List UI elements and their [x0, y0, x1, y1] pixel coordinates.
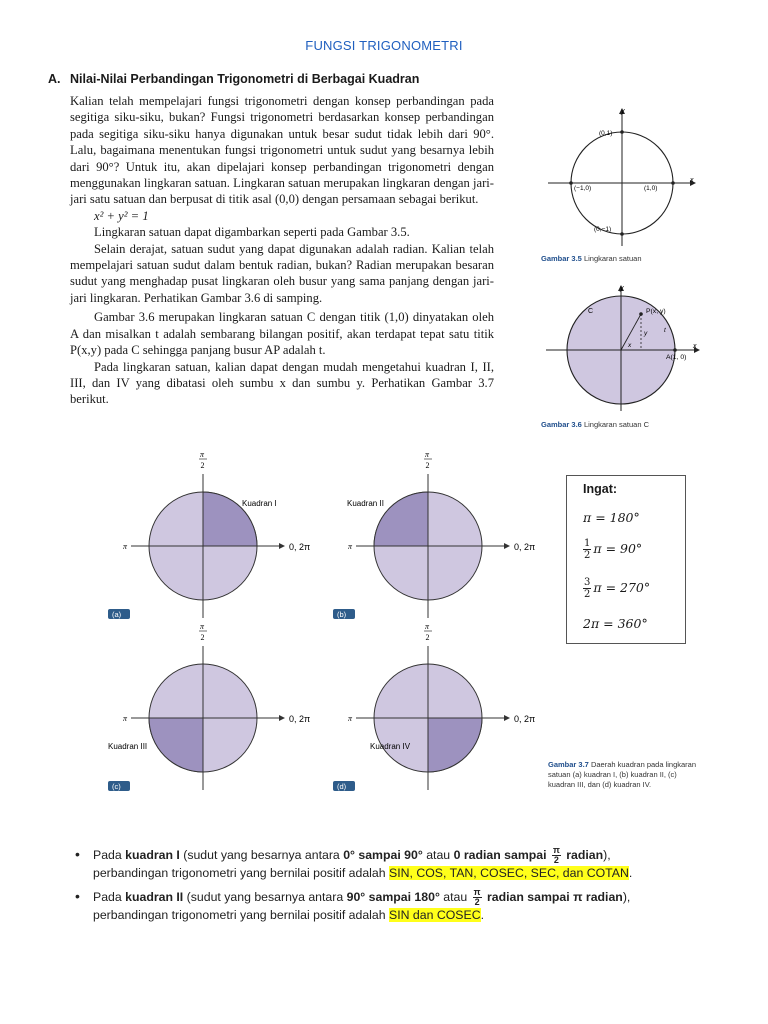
point-right	[671, 181, 675, 185]
page-title: FUNGSI TRIGONOMETRI	[305, 38, 463, 53]
label-half-pi-num: π	[200, 450, 205, 459]
point-p	[639, 312, 643, 316]
label-pi: π	[123, 714, 128, 723]
reminder-heading: Ingat:	[583, 482, 618, 496]
label-top: (0,1)	[599, 130, 613, 137]
label-bottom: (0,−1)	[594, 226, 612, 233]
label-zero-two-pi: 0, 2π	[289, 542, 310, 552]
x-label: x	[690, 177, 694, 184]
unit-circle-equation: x² + y² = 1	[94, 208, 149, 223]
point-p-label: P(x, y)	[646, 308, 666, 315]
reminder-half-pi: $\frac{1}{2}$ π = 90°	[584, 538, 643, 561]
paragraph-4: Gambar 3.6 merupakan lingkaran satuan C dengan titik (1,0) dinyatakan oleh A dan misalkan t adalah sembarang bilangan positif, akan terdapat tepat satu titik P(x,y) pada C sehingga panjang busur AP adalah t.	[70, 310, 494, 358]
x-label: x	[693, 343, 697, 350]
bullet-quadrant-1: • Pada kuadran I (sudut yang besarnya antara 0° sampai 90° atau 0 radian sampai $\frac{\pi}{2}$ radian), perbandingan trigonometri yang bernilai positif adalah SIN, COS, TAN, COSEC, SEC, dan COTAN.	[75, 845, 633, 880]
paragraph-1: Kalian telah mempelajari fungsi trigonometri dengan konsep perbandingan pada segitiga siku-siku, bukan? Fungsi trigonometri berdasarkan konsep perbandingan pada segitiga siku-siku hanya digunakan untuk besar sudut tidak lebih dari 90°. Lalu, bagaimana menentukan fungsi trigonometri untuk sudut yang besarnya lebih dari 90°? Untuk itu, akan dipelajari konsep perbandingan trigonometri dengan menggunakan lingkaran satuan. Lingkaran satuan merupakan lingkaran dengan jari-jari satu satuan dan berpusat di titik asal (0,0) dengan persamaan sebagai berikut.	[70, 94, 494, 207]
quadrant-diagram-a	[100, 448, 310, 620]
paragraph-2: Lingkaran satuan dapat digambarkan seperti pada Gambar 3.5.	[94, 225, 410, 240]
paragraph-5: Pada lingkaran satuan, kalian dapat dengan mudah mengetahui kuadran I, II, III, dan IV yang dibatasi oleh sumbu x dan sumbu y. Perhatikan Gambar 3.7 berikut.	[70, 359, 494, 407]
arc-label: t	[664, 327, 666, 334]
figure-3-5-unit-circle	[540, 100, 710, 250]
x-axis-arrow	[279, 715, 285, 721]
reminder-box	[566, 475, 686, 644]
quadrant-label: Kuadran I	[242, 499, 277, 508]
y-length-label: y	[644, 330, 648, 337]
section-number: A.	[48, 72, 61, 86]
section-title: Nilai-Nilai Perbandingan Trigonometri di Berbagai Kuadran	[70, 72, 420, 86]
label-pi: π	[348, 714, 353, 723]
point-bottom	[620, 232, 624, 236]
label-half-pi-num: π	[425, 622, 430, 631]
label-left: (−1,0)	[574, 185, 592, 192]
figure-3-6-unit-circle-c	[540, 285, 710, 415]
y-label: y	[621, 108, 625, 115]
bullet-dot: •	[75, 888, 80, 904]
x-length-label: x	[628, 342, 632, 349]
circle-label: C	[588, 308, 594, 315]
reminder-three-halves-pi: $\frac{3}{2}$ π = 270°	[584, 577, 651, 600]
x-axis-arrow	[279, 543, 285, 549]
point-a-label: A(1, 0)	[666, 354, 687, 361]
point-left	[569, 181, 573, 185]
label-half-pi-den: 2	[425, 633, 430, 642]
figure-3-6-caption: Gambar 3.6 Lingkaran satuan C	[541, 420, 649, 429]
point-a	[673, 348, 677, 352]
label-half-pi-den: 2	[425, 461, 430, 470]
positive-functions-q1: SIN, COS, TAN, COSEC, SEC, dan COTAN	[389, 866, 629, 880]
label-pi: π	[123, 542, 128, 551]
quadrant-label: Kuadran IV	[370, 742, 411, 751]
y-label: y	[620, 285, 624, 292]
shaded-quadrant	[428, 718, 482, 772]
figure-tag: (c)	[112, 782, 121, 791]
label-pi: π	[348, 542, 353, 551]
body-text	[70, 93, 494, 408]
label-zero-two-pi: 0, 2π	[289, 714, 310, 724]
figure-tag: (d)	[337, 782, 347, 791]
quadrant-label: Kuadran II	[347, 499, 384, 508]
figure-tag: (b)	[337, 610, 347, 619]
figure-3-5-caption: Gambar 3.5 Lingkaran satuan	[541, 254, 642, 263]
label-zero-two-pi: 0, 2π	[514, 542, 535, 552]
label-half-pi-den: 2	[200, 633, 205, 642]
bullet-list	[73, 846, 673, 930]
label-zero-two-pi: 0, 2π	[514, 714, 535, 724]
bullet-quadrant-2: • Pada kuadran II (sudut yang besarnya antara 90° sampai 180° atau $\frac{\pi}{2}$ radian sampai π radian), perbandingan trigonometri yang bernilai positif adalah SIN dan COSEC.	[75, 887, 631, 922]
shaded-quadrant	[149, 718, 203, 772]
quadrant-diagram-c	[100, 620, 310, 792]
label-half-pi-num: π	[200, 622, 205, 631]
x-axis-arrow	[504, 543, 510, 549]
quadrant-label: Kuadran III	[108, 742, 148, 751]
reminder-pi-180: π = 180°	[583, 510, 640, 525]
section-heading	[48, 72, 419, 86]
quadrant-diagram-d	[325, 620, 535, 792]
paragraph-3: Selain derajat, satuan sudut yang dapat digunakan adalah radian. Kalian telah mempelajari satuan sudut dalam bentuk radian, bukan? Radian merupakan besaran sudut yang menghadap pusat lingkaran oleh busur yang sama panjang dengan jari-jari lingkaran. Perhatikan Gambar 3.6 di samping.	[70, 241, 494, 305]
label-half-pi-den: 2	[200, 461, 205, 470]
point-top	[620, 130, 624, 134]
label-half-pi-num: π	[425, 450, 430, 459]
x-axis-arrow	[504, 715, 510, 721]
figure-tag: (a)	[112, 610, 122, 619]
quadrant-diagram-b	[325, 448, 535, 620]
label-right: (1,0)	[644, 185, 658, 192]
bullet-dot: •	[75, 846, 80, 862]
figure-3-7-caption: Gambar 3.7 Daerah kuadran pada lingkaran satuan (a) kuadran I, (b) kuadran II, (c) kuadran III, dan (d) kuadran IV.	[548, 760, 697, 789]
reminder-two-pi: 2π = 360°	[583, 616, 648, 631]
positive-functions-q2: SIN dan COSEC	[389, 908, 481, 922]
